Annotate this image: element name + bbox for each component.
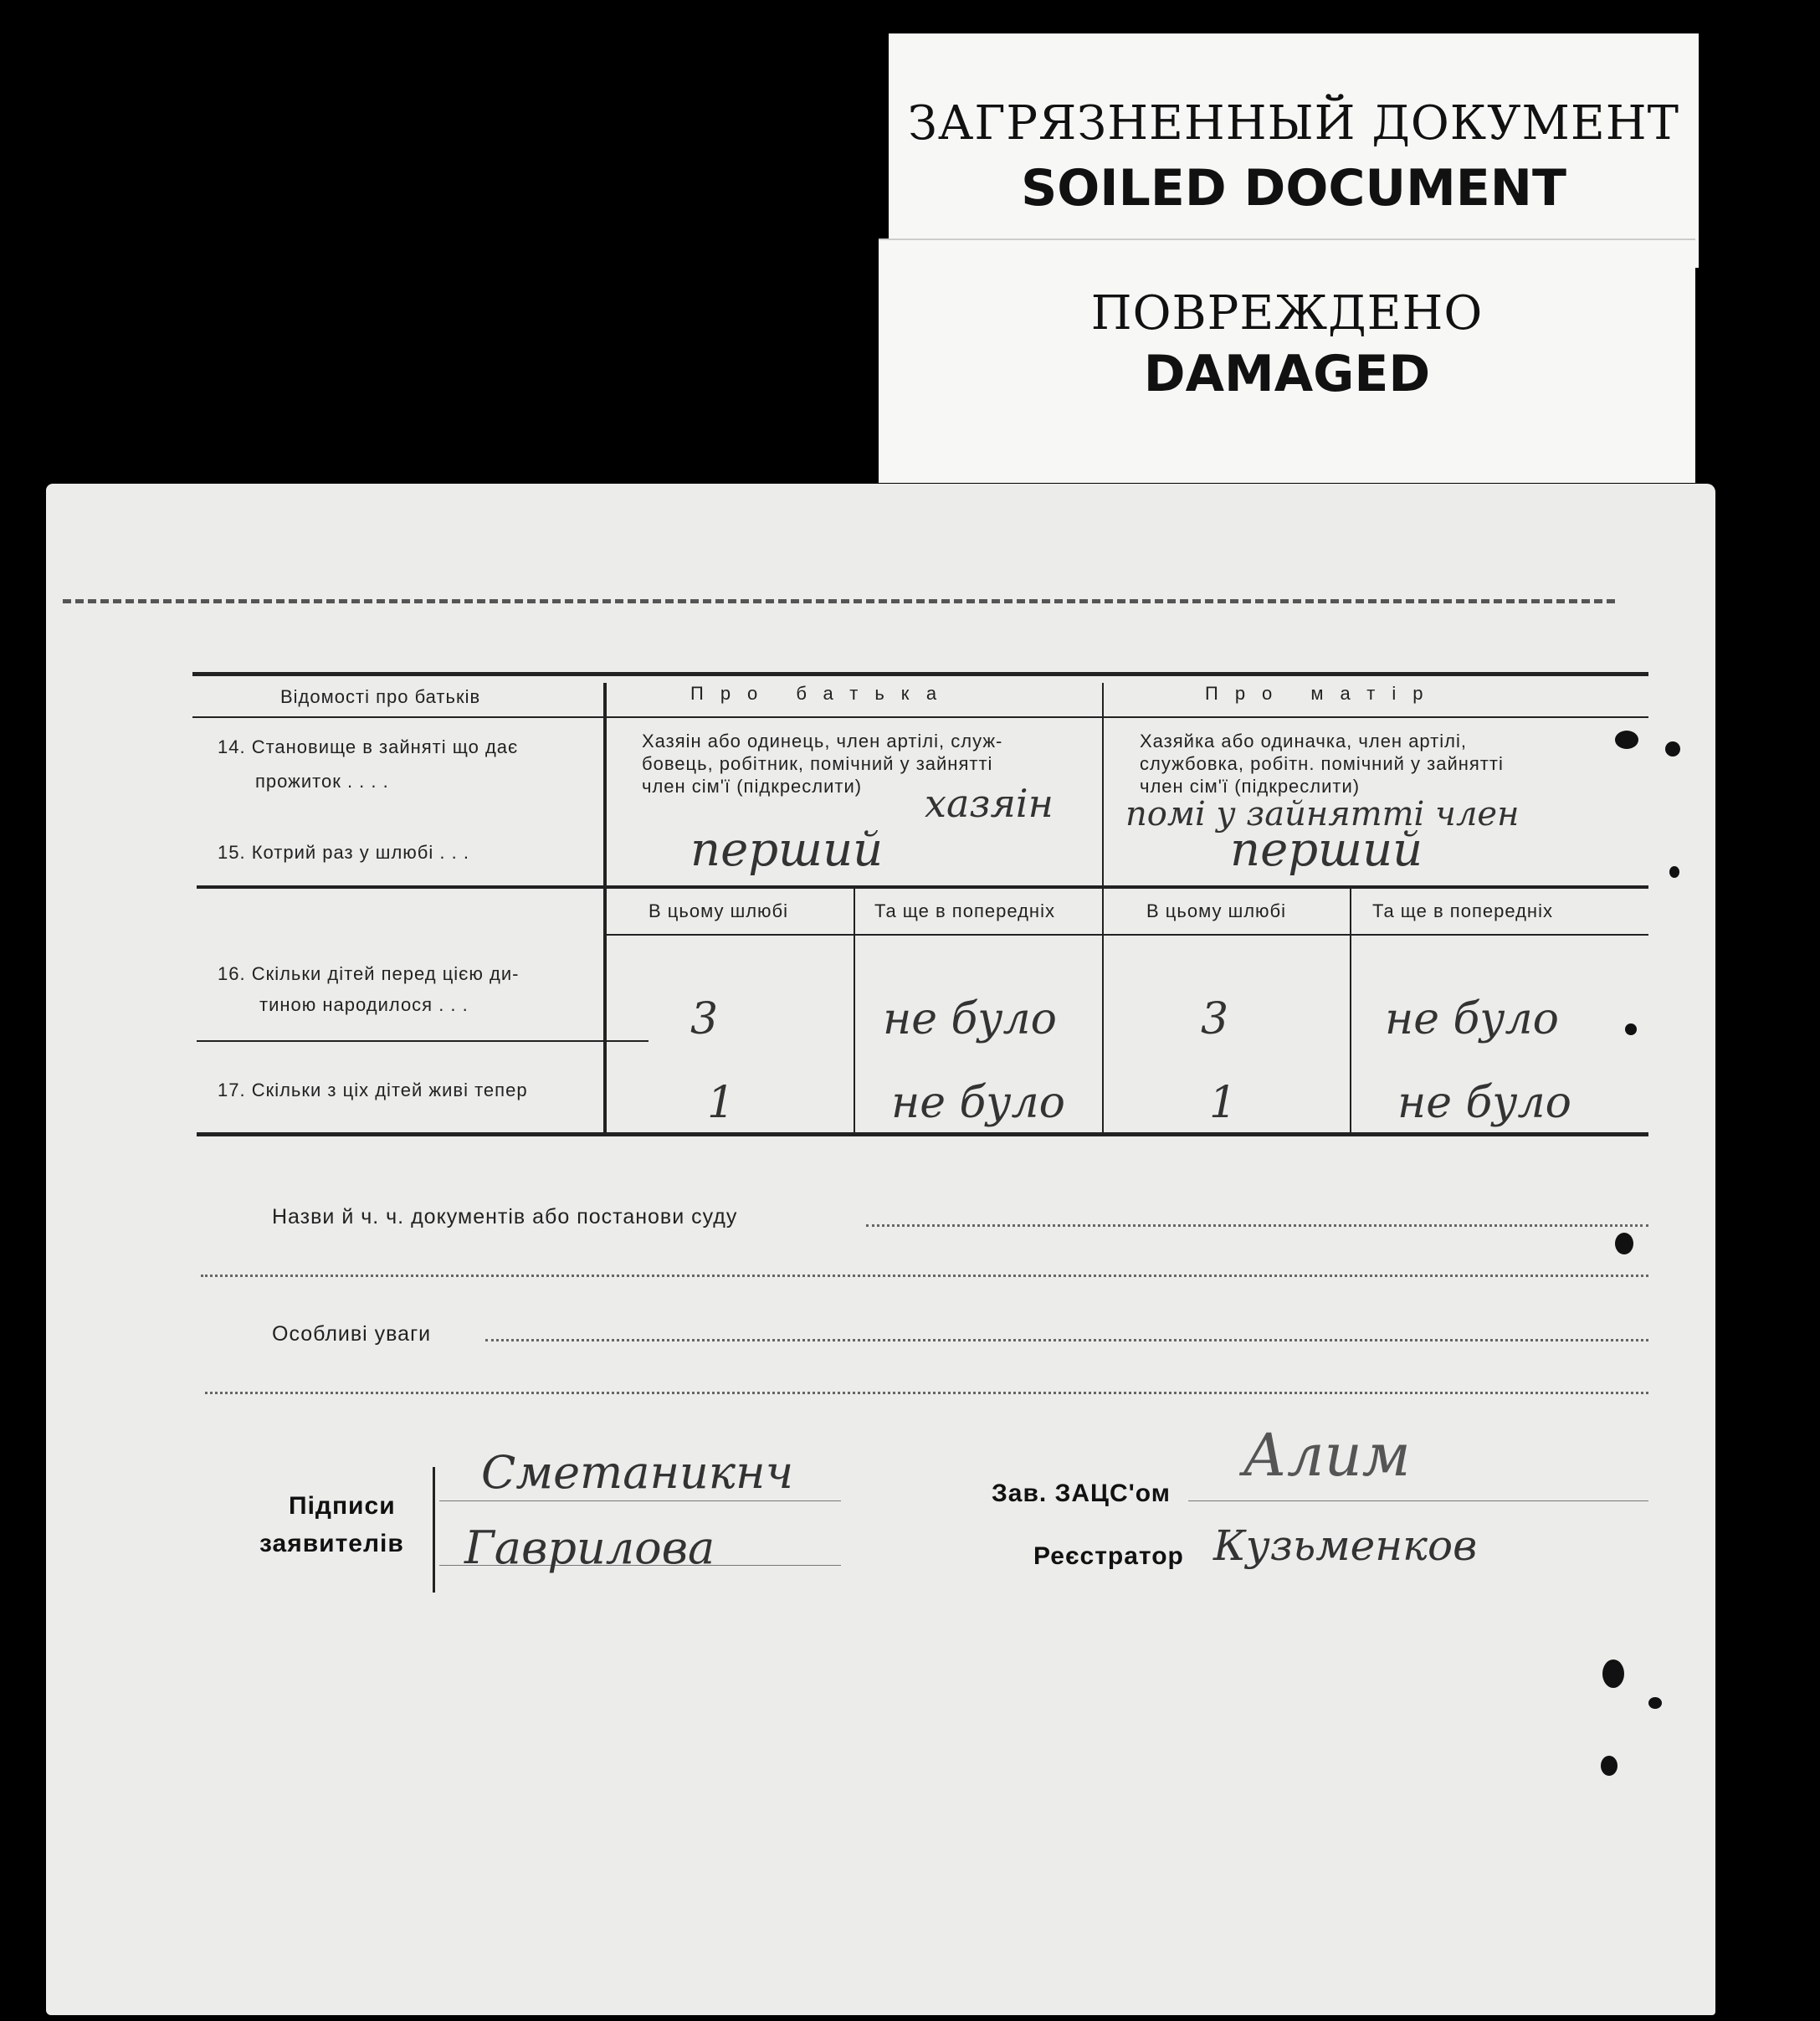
perforation-line [63,599,1615,603]
damaged-label-en: DAMAGED [1143,345,1431,403]
row17-mother-this: 1 [1209,1078,1238,1128]
documents-label: Назви й ч. ч. документів або постанови суду [272,1205,738,1229]
notes-label: Особливі уваги [272,1322,432,1346]
row14-label-l1: 14. Становище в зайняті що дає [218,736,519,757]
head-signature: Алим [1243,1421,1411,1490]
damage-hole [1615,1233,1633,1254]
row17-father-this: 1 [707,1078,736,1128]
signatures-brace [433,1467,435,1593]
soiled-label-en: SOILED DOCUMENT [1021,159,1566,218]
header-parents-info: Відомості про батьків [280,686,481,707]
row14-mother-opts-l2: службовка, робітн. помічний у зайнятті [1140,753,1504,774]
applicant2-signature: Гаврилова [464,1521,715,1574]
row14-father-opts-l1: Хазяін або одинець, член артілі, служ- [642,731,1003,751]
header-father: Про батька [690,683,954,704]
row16-father-prev: не було [883,994,1057,1044]
row14-father-opts-l2: бовець, робітник, помічний у зайнятті [642,753,993,774]
row16-father-this: 3 [690,994,719,1044]
col-divider-1 [603,683,607,1135]
damaged-label-ru: ПОВРЕЖДЕНО [1090,286,1484,341]
notes-line-2 [205,1392,1648,1394]
subheader-mother-this: В цьому шлюбі [1146,900,1287,921]
damage-hole [1625,1023,1637,1035]
subheader-father-prev: Та ще в попередніх [874,900,1055,921]
row17-father-prev: не було [891,1078,1065,1128]
row15-label: 15. Котрий раз у шлюбі . . . [218,842,469,863]
row17-mother-prev: не було [1397,1078,1571,1128]
head-zags-label: Зав. ЗАЦС'ом [992,1480,1171,1507]
col-divider-2 [1102,683,1104,1135]
col-divider-3 [854,889,855,1135]
form-sheet [46,484,1715,2015]
subheader-border [605,934,1648,936]
applicants-label-l2: заявителів [259,1530,404,1557]
subheader-father-this: В цьому шлюбі [649,900,789,921]
col-divider-4 [1350,889,1351,1135]
registrar-label: Реєстратор [1033,1542,1184,1570]
row15-father-answer: перший [690,823,884,877]
row15-mother-answer: перший [1230,823,1423,877]
row16-mother-this: 3 [1201,994,1229,1044]
documents-line-2 [201,1275,1648,1277]
applicant1-signature: Сметаникнч [481,1446,794,1499]
row17-label: 17. Скільки з ціх дітей живі тепер [218,1080,528,1100]
soiled-document-label [889,33,1699,268]
soiled-label-ru: ЗАГРЯЗНЕННЫЙ ДОКУМЕНТ [908,96,1679,151]
damage-hole [1615,731,1638,749]
damage-hole [1669,866,1679,878]
registrar-signature: Кузьменков [1213,1521,1478,1570]
row14-mother-opts-l1: Хазяйка або одиначка, член артілі, [1140,731,1467,751]
row16-label-l2: тиною народилося . . . [259,994,469,1015]
table-bottom-border [197,1132,1648,1136]
header-mother: Про матір [1205,683,1440,704]
damage-hole [1601,1756,1617,1776]
row14-father-answer: хазяін [925,781,1054,826]
table-top-border [192,672,1648,676]
row14-mother-opts-l3: член сім'ї (підкреслити) [1140,776,1361,797]
damaged-document-label [879,239,1695,483]
table-mid-border [197,885,1648,889]
damage-hole [1665,741,1680,757]
row16-border [197,1040,649,1042]
row14-father-opts-l3: член сім'ї (підкреслити) [642,776,863,797]
documents-line-1 [866,1224,1648,1227]
notes-line-1 [485,1339,1648,1341]
table-header-border [192,716,1648,718]
row14-mother-answer: помі у зайнятті член [1125,795,1520,834]
subheader-mother-prev: Та ще в попередніх [1372,900,1553,921]
row16-mother-prev: не було [1385,994,1559,1044]
damage-hole [1602,1659,1624,1688]
row16-label-l1: 16. Скільки дітей перед цією ди- [218,963,520,984]
applicant1-line [439,1500,841,1501]
applicants-label-l1: Підписи [289,1492,396,1520]
head-line [1188,1500,1648,1501]
row14-label-l2: прожиток . . . . [255,771,389,792]
damage-hole [1648,1697,1662,1709]
